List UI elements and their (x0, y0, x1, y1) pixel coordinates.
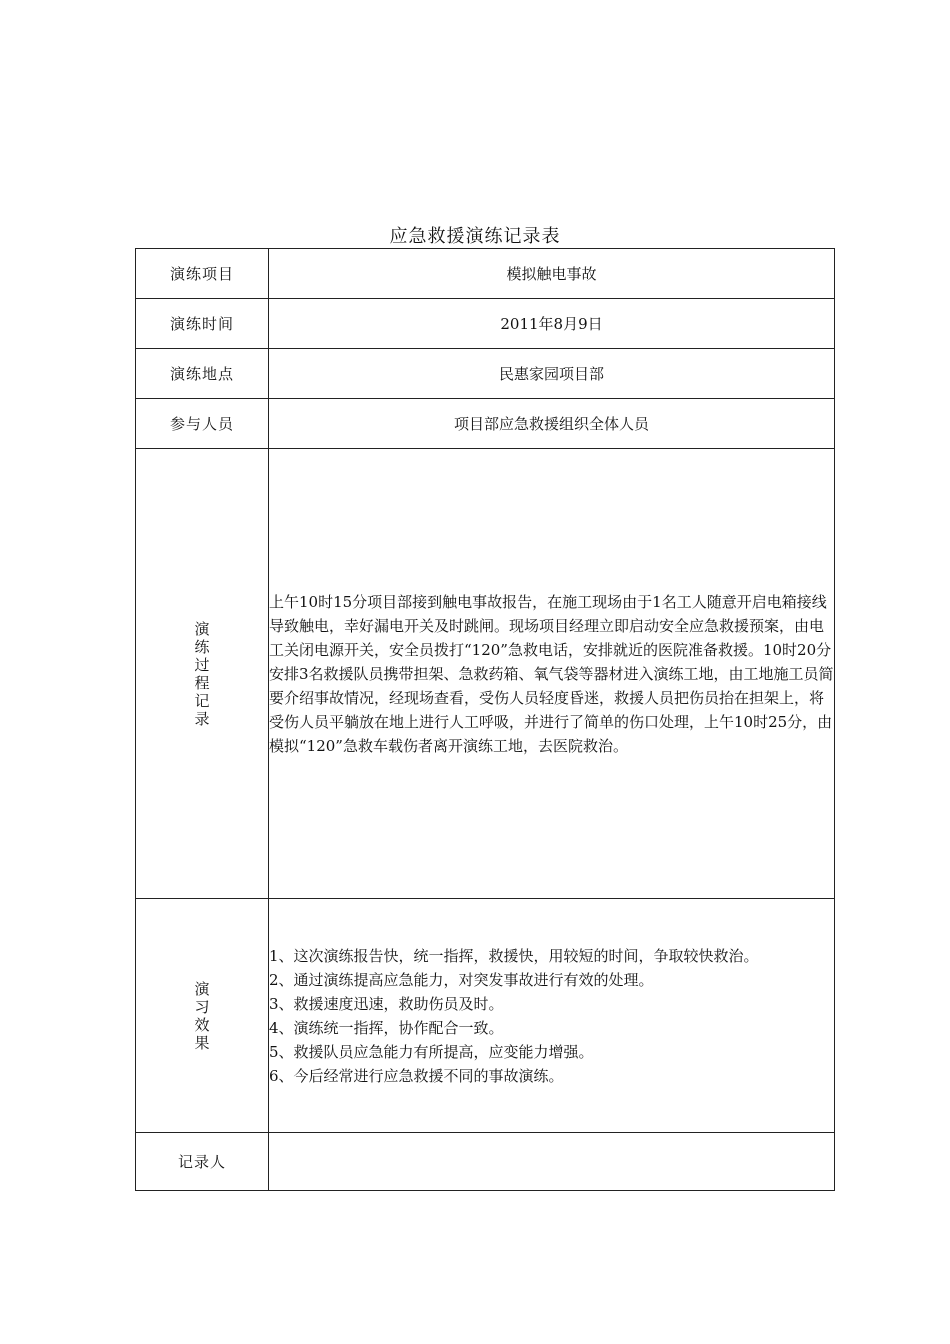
page-title: 应急救援演练记录表 (389, 226, 561, 247)
list-item: 3、救援速度迅速，救助伤员及时。 (269, 994, 504, 1013)
participants-label: 参与人员 (136, 399, 269, 449)
effect-list (269, 899, 835, 1133)
time-value: 2011年8月9日 (269, 299, 835, 349)
project-value: 模拟触电事故 (269, 249, 835, 299)
participants-value: 项目部应急救援组织全体人员 (269, 399, 835, 449)
effect-label-cell (136, 899, 269, 1133)
process-label: 演练过程记录 (194, 619, 210, 728)
time-label: 演练时间 (136, 299, 269, 349)
table-row-process (136, 449, 835, 899)
table-row-effect (136, 899, 835, 1133)
location-label: 演练地点 (136, 349, 269, 399)
process-label-cell (136, 449, 269, 899)
process-record-text: 上午10时15分项目部接到触电事故报告，在施工现场由于1名工人随意开启电箱接线导致触电，幸好漏电开关及时跳闸。现场项目经理立即启动安全应急救援预案，由电工关闭电源开关，安全员拨打“120”急救电话，安排就近的医院准备救援。10时20分安排3名救援队员携带担架、急救药箱、氧气袋等器材进入演练工地，由工地施工员简要介绍事故情况，经现场查看，受伤人员轻度昏迷，救援人员把伤员抬在担架上，将受伤人员平躺放在地上进行人工呼吸，并进行了简单的伤口处理，上午10时25分，由模拟“120”急救车载伤者离开演练工地，去医院救治。 (269, 449, 835, 899)
drill-record-table (135, 248, 835, 1191)
list-item: 2、通过演练提高应急能力，对突发事故进行有效的处理。 (269, 970, 654, 989)
list-item: 4、演练统一指挥，协作配合一致。 (269, 1018, 504, 1037)
recorder-value[interactable] (269, 1133, 835, 1191)
effect-label: 演习效果 (194, 979, 210, 1052)
table-row-recorder (136, 1133, 835, 1191)
table-row-time (136, 299, 835, 349)
project-label: 演练项目 (136, 249, 269, 299)
list-item: 1、这次演练报告快，统一指挥，救援快，用较短的时间，争取较快救治。 (269, 946, 759, 965)
recorder-label: 记录人 (136, 1133, 269, 1191)
list-item: 6、今后经常进行应急救援不同的事故演练。 (269, 1066, 564, 1085)
table-row-participants (136, 399, 835, 449)
table-row-project (136, 249, 835, 299)
location-value: 民惠家园项目部 (269, 349, 835, 399)
table-row-location (136, 349, 835, 399)
list-item: 5、救援队员应急能力有所提高，应变能力增强。 (269, 1042, 594, 1061)
